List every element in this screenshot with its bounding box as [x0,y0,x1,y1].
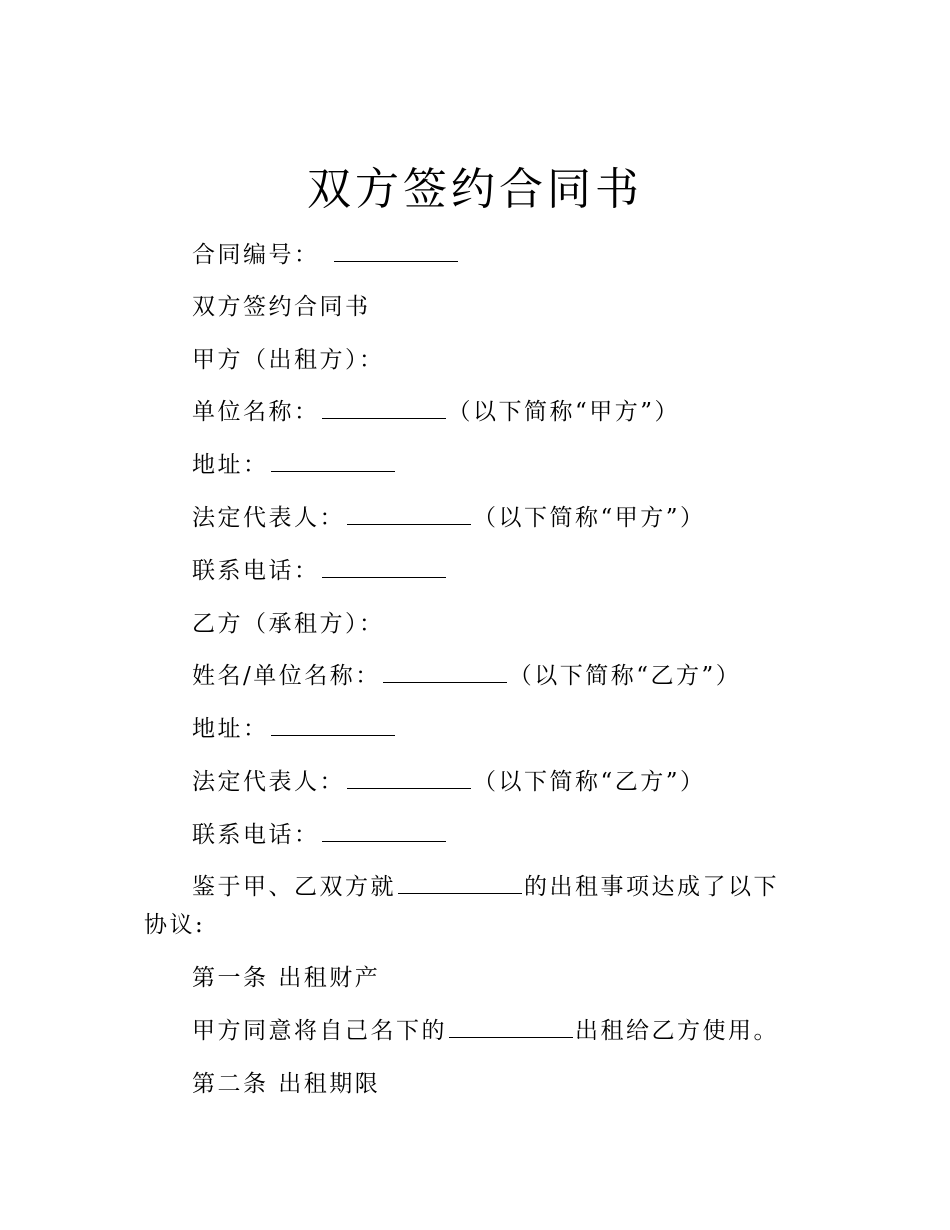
article-1-text-line [192,1016,779,1046]
party-b-address-blank [271,715,395,736]
party-b-name-blank [383,662,507,683]
article-1-heading: 第一条 出租财产 [192,965,381,991]
party-b-address-line [192,714,397,744]
party-b-name-line [192,661,741,691]
party-a-address-line [192,450,397,480]
party-a-unit-label: 单位名称： [192,399,320,425]
party-a-address-label: 地址： [192,452,269,478]
contract-number-blank [334,241,458,262]
agreement-paragraph [144,868,804,944]
party-a-rep-suffix: （以下简称“甲方”） [473,505,706,531]
party-a-phone-blank [322,557,446,578]
party-a-rep-blank [347,504,471,525]
party-b-phone-label: 联系电话： [192,822,320,848]
party-a-phone-line [192,556,448,586]
contract-number-label: 合同编号： [192,242,320,268]
party-a-unit-line [192,397,680,427]
party-a-unit-suffix: （以下简称“甲方”） [447,399,681,425]
party-b-heading: 乙方（承租方）： [192,611,385,637]
party-b-rep-line [192,767,706,797]
party-b-name-label: 姓名/单位名称： [192,663,381,689]
article-1-suffix: 出租给乙方使用。 [575,1018,779,1044]
party-b-phone-line [192,820,448,850]
article-2-heading: 第二条 出租期限 [192,1071,381,1097]
party-b-phone-blank [322,821,446,842]
agreement-subject-blank [398,873,522,894]
party-b-name-suffix: （以下简称“乙方”） [508,663,742,689]
party-a-phone-label: 联系电话： [192,558,320,584]
party-a-address-blank [271,451,395,472]
party-a-rep-line [192,503,706,533]
party-b-rep-suffix: （以下简称“乙方”） [473,769,706,795]
agreement-suffix: 的出租事项达成了以下协议: [144,874,779,938]
agreement-prefix: 鉴于甲、乙双方就 [192,874,396,900]
article-1-prefix: 甲方同意将自己名下的 [192,1018,447,1044]
party-b-address-label: 地址： [192,716,269,742]
contract-number-line [192,240,460,270]
document-title: 双方签约合同书 [307,164,643,215]
subtitle-line: 双方签约合同书 [192,294,371,320]
article-1-property-blank [449,1017,573,1038]
party-a-rep-label: 法定代表人： [192,505,345,531]
party-a-unit-blank [322,398,446,419]
party-b-rep-blank [347,768,471,789]
party-a-heading: 甲方（出租方）： [192,347,385,373]
party-b-rep-label: 法定代表人： [192,769,345,795]
